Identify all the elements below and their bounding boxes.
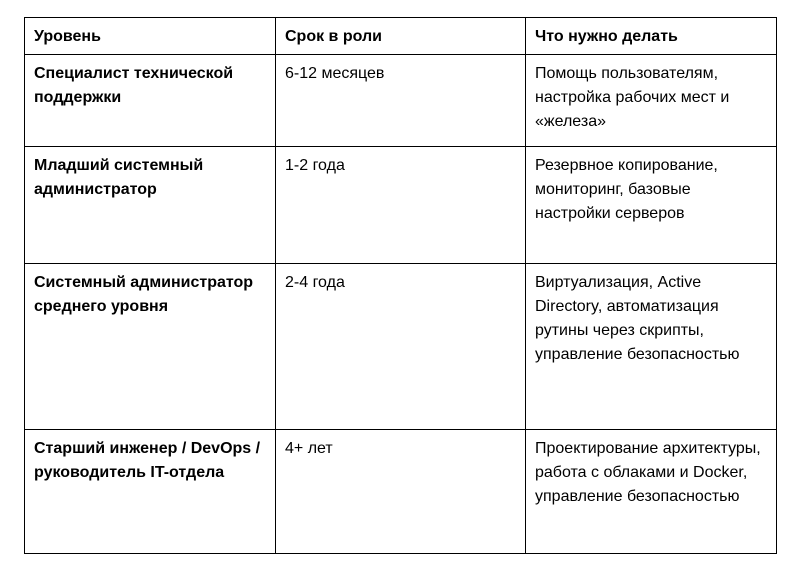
header-term: Срок в роли <box>276 18 526 55</box>
table-header-row <box>25 18 777 55</box>
header-level: Уровень <box>25 18 276 55</box>
cell-level: Специалист технической поддержки <box>25 55 276 147</box>
cell-term: 1-2 года <box>276 147 526 264</box>
table-row <box>25 264 777 430</box>
career-table <box>24 17 777 554</box>
cell-term: 2-4 года <box>276 264 526 430</box>
cell-tasks: Виртуализация, Active Directory, автоматизация рутины через скрипты, управление безопасностью <box>526 264 777 430</box>
cell-level: Системный администратор среднего уровня <box>25 264 276 430</box>
header-tasks: Что нужно делать <box>526 18 777 55</box>
cell-level: Младший системный администратор <box>25 147 276 264</box>
cell-level: Старший инженер / DevOps / руководитель IT-отдела <box>25 430 276 554</box>
cell-tasks: Проектирование архитектуры, работа с облаками и Docker, управление безопасностью <box>526 430 777 554</box>
cell-term: 6-12 месяцев <box>276 55 526 147</box>
table-row <box>25 55 777 147</box>
cell-term: 4+ лет <box>276 430 526 554</box>
cell-tasks: Помощь пользователям, настройка рабочих мест и «железа» <box>526 55 777 147</box>
table-row <box>25 147 777 264</box>
table-row <box>25 430 777 554</box>
cell-tasks: Резервное копирование, мониторинг, базовые настройки серверов <box>526 147 777 264</box>
